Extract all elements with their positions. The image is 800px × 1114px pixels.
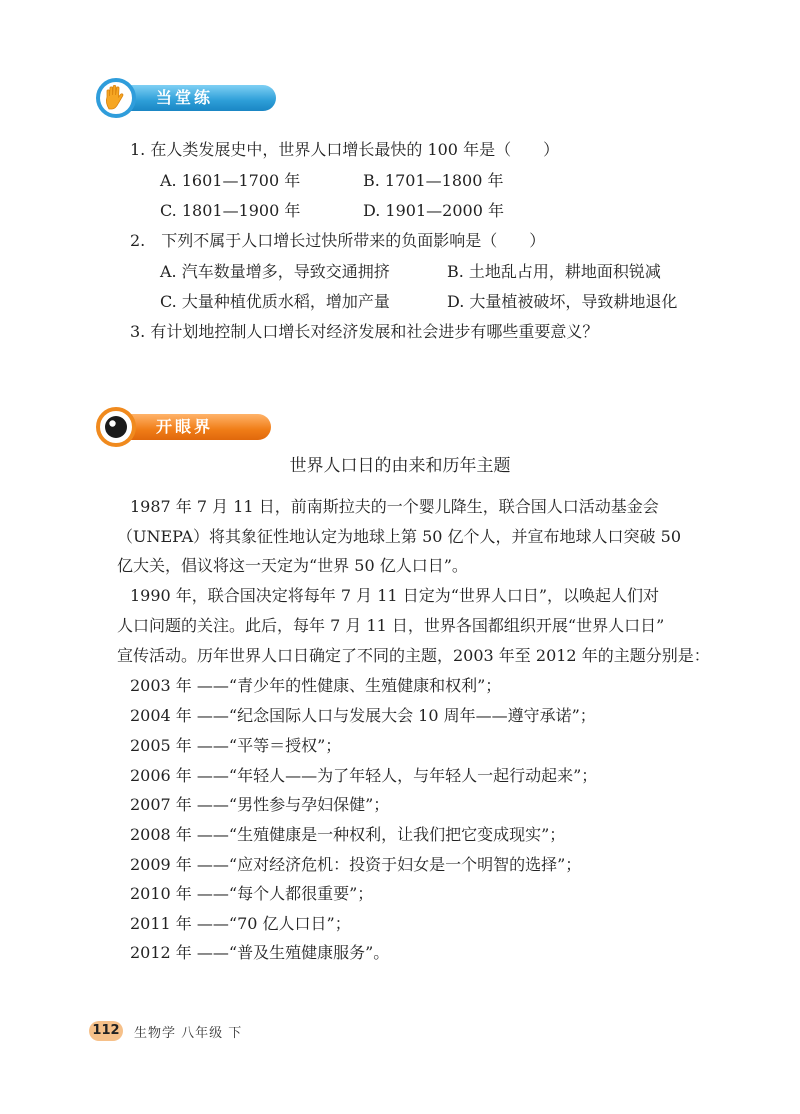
theme-2008: 2008 年 ——“生殖健康是一种权利，让我们把它变成现实”； (130, 825, 566, 844)
paragraph-2-line-3: 宣传活动。历年世界人口日确定了不同的主题，2003 年至 2012 年的主题分别是： (117, 646, 710, 665)
book-title: 生物学 八年级 下 (134, 1026, 243, 1041)
question-1-option-d: D. 1901—2000 年 (363, 201, 504, 220)
paragraph-2-line-2: 人口问题的关注。此后，每年 7 月 11 日，世界各国都组织开展“世界人口日” (117, 616, 665, 635)
theme-2011: 2011 年 ——“70 亿人口日”； (130, 914, 351, 933)
question-1-option-b: B. 1701—1800 年 (363, 171, 504, 190)
paragraph-1-line-3: 亿大关，倡议将这一天定为“世界 50 亿人口日”。 (117, 556, 468, 575)
article-title: 世界人口日的由来和历年主题 (289, 456, 511, 476)
theme-2007: 2007 年 ——“男性参与孕妇保健”； (130, 795, 390, 814)
eye-icon (96, 407, 136, 447)
paragraph-2-line-1: 1990 年，联合国决定将每年 7 月 11 日定为“世界人口日”，以唤起人们对 (130, 586, 660, 605)
question-1-option-a: A. 1601—1700 年 (160, 171, 301, 190)
theme-2005: 2005 年 ——“平等＝授权”； (130, 736, 342, 755)
page-number: 112 (89, 1021, 123, 1041)
theme-2006: 2006 年 ——“年轻人——为了年轻人，与年轻人一起行动起来”； (130, 766, 598, 785)
theme-2009: 2009 年 ——“应对经济危机：投资于妇女是一个明智的选择”； (130, 855, 582, 874)
question-3: 3. 有计划地控制人口增长对经济发展和社会进步有哪些重要意义？ (130, 322, 599, 341)
question-2-option-d: D. 大量植被破坏，导致耕地退化 (447, 292, 678, 311)
question-2-option-c: C. 大量种植优质水稻，增加产量 (160, 292, 390, 311)
theme-2003: 2003 年 ——“青少年的性健康、生殖健康和权利”； (130, 676, 502, 695)
theme-2010: 2010 年 ——“每个人都很重要”； (130, 884, 374, 903)
question-2: 2. 下列不属于人口增长过快所带来的负面影响是（ ） (130, 231, 546, 250)
paragraph-1-line-1: 1987 年 7 月 11 日，前南斯拉夫的一个婴儿降生，联合国人口活动基金会 (130, 497, 659, 516)
theme-2012: 2012 年 ——“普及生殖健康服务”。 (130, 943, 390, 962)
question-1-option-c: C. 1801—1900 年 (160, 201, 301, 220)
question-2-option-b: B. 土地乱占用，耕地面积锐减 (447, 262, 661, 281)
question-2-option-a: A. 汽车数量增多，导致交通拥挤 (160, 262, 390, 281)
theme-2004: 2004 年 ——“纪念国际人口与发展大会 10 周年——遵守承诺”； (130, 706, 596, 725)
practice-heading: 当堂练 (114, 85, 276, 111)
question-1: 1. 在人类发展史中，世界人口增长最快的 100 年是（ ） (130, 140, 560, 159)
hand-icon (96, 78, 136, 118)
practice-section-banner (96, 78, 276, 118)
eye-opener-heading: 开眼界 (114, 414, 271, 440)
eye-opener-section-banner (96, 407, 271, 447)
paragraph-1-line-2: （UNEPA）将其象征性地认定为地球上第 50 亿个人，并宣布地球人口突破 50 (117, 527, 681, 546)
